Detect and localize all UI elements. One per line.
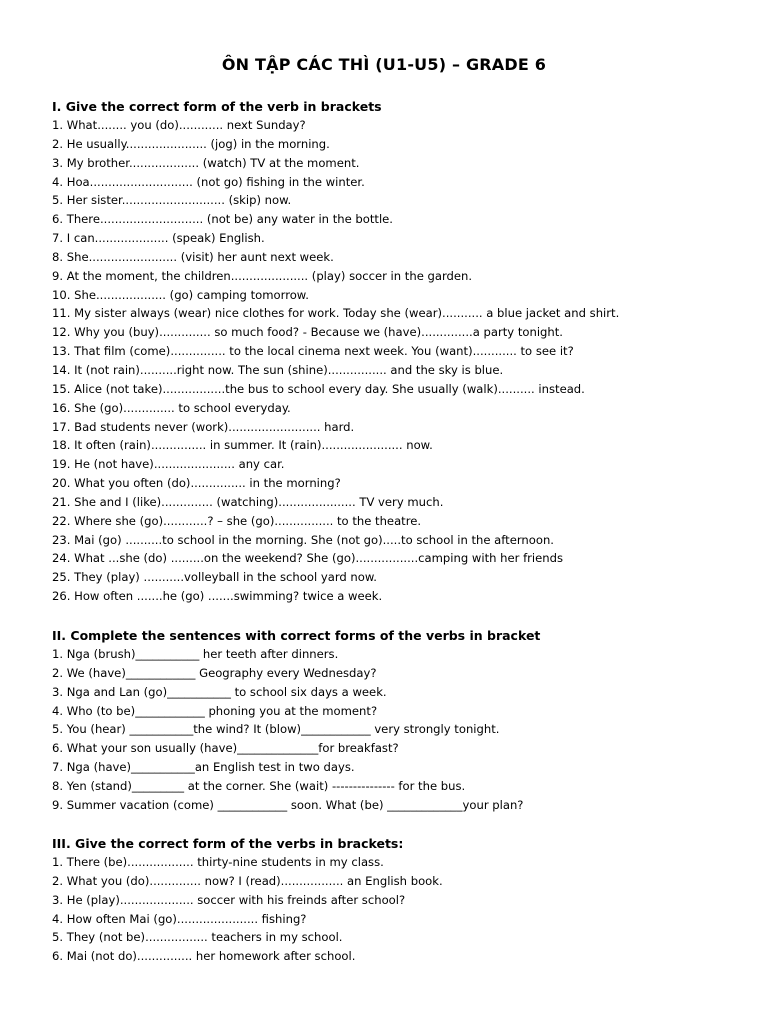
- exercise-item: 4. Who (to be)____________ phoning you at the moment?: [52, 703, 378, 718]
- exercise-item: 5. Her sister............................ (skip) now.: [52, 193, 292, 208]
- exercise-item: 15. Alice (not take).................the bus to school every day. She usually (walk).......... instead.: [52, 381, 585, 396]
- exercise-item: 4. Hoa............................ (not go) fishing in the winter.: [52, 174, 365, 189]
- exercise-item: 10. She................... (go) camping tomorrow.: [52, 287, 309, 302]
- exercise-list: [52, 116, 742, 606]
- section-1: [52, 97, 742, 606]
- exercise-item: 14. It (not rain)..........right now. The sun (shine)................ and the sky is blue.: [52, 362, 504, 377]
- exercise-item: 5. They (not be)................. teachers in my school.: [52, 930, 343, 945]
- section-3: [52, 834, 742, 966]
- exercise-item: 3. He (play).................... soccer with his freinds after school?: [52, 892, 406, 907]
- exercise-item: 4. How often Mai (go)...................... fishing?: [52, 911, 307, 926]
- exercise-item: 3. Nga and Lan (go)___________ to school six days a week.: [52, 684, 387, 699]
- exercise-item: 6. What your son usually (have)______________for breakfast?: [52, 741, 399, 756]
- exercise-item: 22. Where she (go)............? – she (go)................ to the theatre.: [52, 513, 422, 528]
- exercise-item: 9. Summer vacation (come) ____________ soon. What (be) _____________your plan?: [52, 797, 524, 812]
- exercise-item: 21. She and I (like).............. (watching)..................... TV very much.: [52, 494, 444, 509]
- exercise-item: 3. My brother................... (watch) TV at the moment.: [52, 155, 360, 170]
- exercise-item: 2. We (have)____________ Geography every Wednesday?: [52, 665, 377, 680]
- exercise-item: 20. What you often (do)............... in the morning?: [52, 476, 341, 491]
- section-heading: I. Give the correct form of the verb in brackets: [52, 99, 382, 114]
- exercise-item: 19. He (not have)...................... any car.: [52, 457, 285, 472]
- exercise-item: 26. How often .......he (go) .......swimming? twice a week.: [52, 589, 383, 604]
- section-2: [52, 626, 742, 815]
- exercise-list: [52, 645, 742, 815]
- exercise-item: 18. It often (rain)............... in summer. It (rain)...................... now.: [52, 438, 433, 453]
- exercise-item: 7. I can.................... (speak) English.: [52, 231, 265, 246]
- exercise-item: 6. There............................ (not be) any water in the bottle.: [52, 212, 393, 227]
- exercise-item: 25. They (play) ...........volleyball in the school yard now.: [52, 570, 377, 585]
- exercise-item: 1. There (be).................. thirty-nine students in my class.: [52, 855, 384, 869]
- section-heading: III. Give the correct form of the verbs in brackets:: [52, 836, 404, 851]
- exercise-list: [52, 853, 742, 966]
- section-heading: II. Complete the sentences with correct forms of the verbs in bracket: [52, 628, 541, 643]
- exercise-item: 6. Mai (not do)............... her homework after school.: [52, 949, 356, 964]
- page-title: ÔN TẬP CÁC THÌ (U1-U5) – GRADE 6: [221, 55, 547, 74]
- exercise-item: 23. Mai (go) ..........to school in the morning. She (not go).....to school in the afternoon.: [52, 532, 554, 547]
- exercise-item: 13. That film (come)............... to the local cinema next week. You (want)............ to see it?: [52, 344, 574, 359]
- exercise-item: 8. She........................ (visit) her aunt next week.: [52, 249, 334, 264]
- exercise-item: 16. She (go).............. to school everyday.: [52, 400, 291, 415]
- exercise-item: 9. At the moment, the children..................... (play) soccer in the garden.: [52, 268, 473, 283]
- exercise-item: 1. What........ you (do)............ next Sunday?: [52, 118, 306, 132]
- exercise-item: 24. What ...she (do) .........on the weekend? She (go).................camping with her friends: [52, 551, 564, 566]
- exercise-item: 7. Nga (have)___________an English test in two days.: [52, 760, 355, 775]
- exercise-item: 12. Why you (buy).............. so much food? - Because we (have)..............a party tonight.: [52, 325, 563, 340]
- exercise-item: 8. Yen (stand)_________ at the corner. She (wait) --------------- for the bus.: [52, 778, 466, 793]
- exercise-item: 2. What you (do).............. now? I (read)................. an English book.: [52, 873, 443, 888]
- exercise-item: 1. Nga (brush)___________ her teeth after dinners.: [52, 647, 339, 661]
- exercise-item: 5. You (hear) ___________the wind? It (blow)____________ very strongly tonight.: [52, 722, 500, 737]
- exercise-item: 17. Bad students never (work)......................... hard.: [52, 419, 355, 434]
- exercise-item: 11. My sister always (wear) nice clothes for work. Today she (wear)........... a blue jacket and shirt.: [52, 306, 620, 321]
- exercise-item: 2. He usually...................... (jog) in the morning.: [52, 136, 330, 151]
